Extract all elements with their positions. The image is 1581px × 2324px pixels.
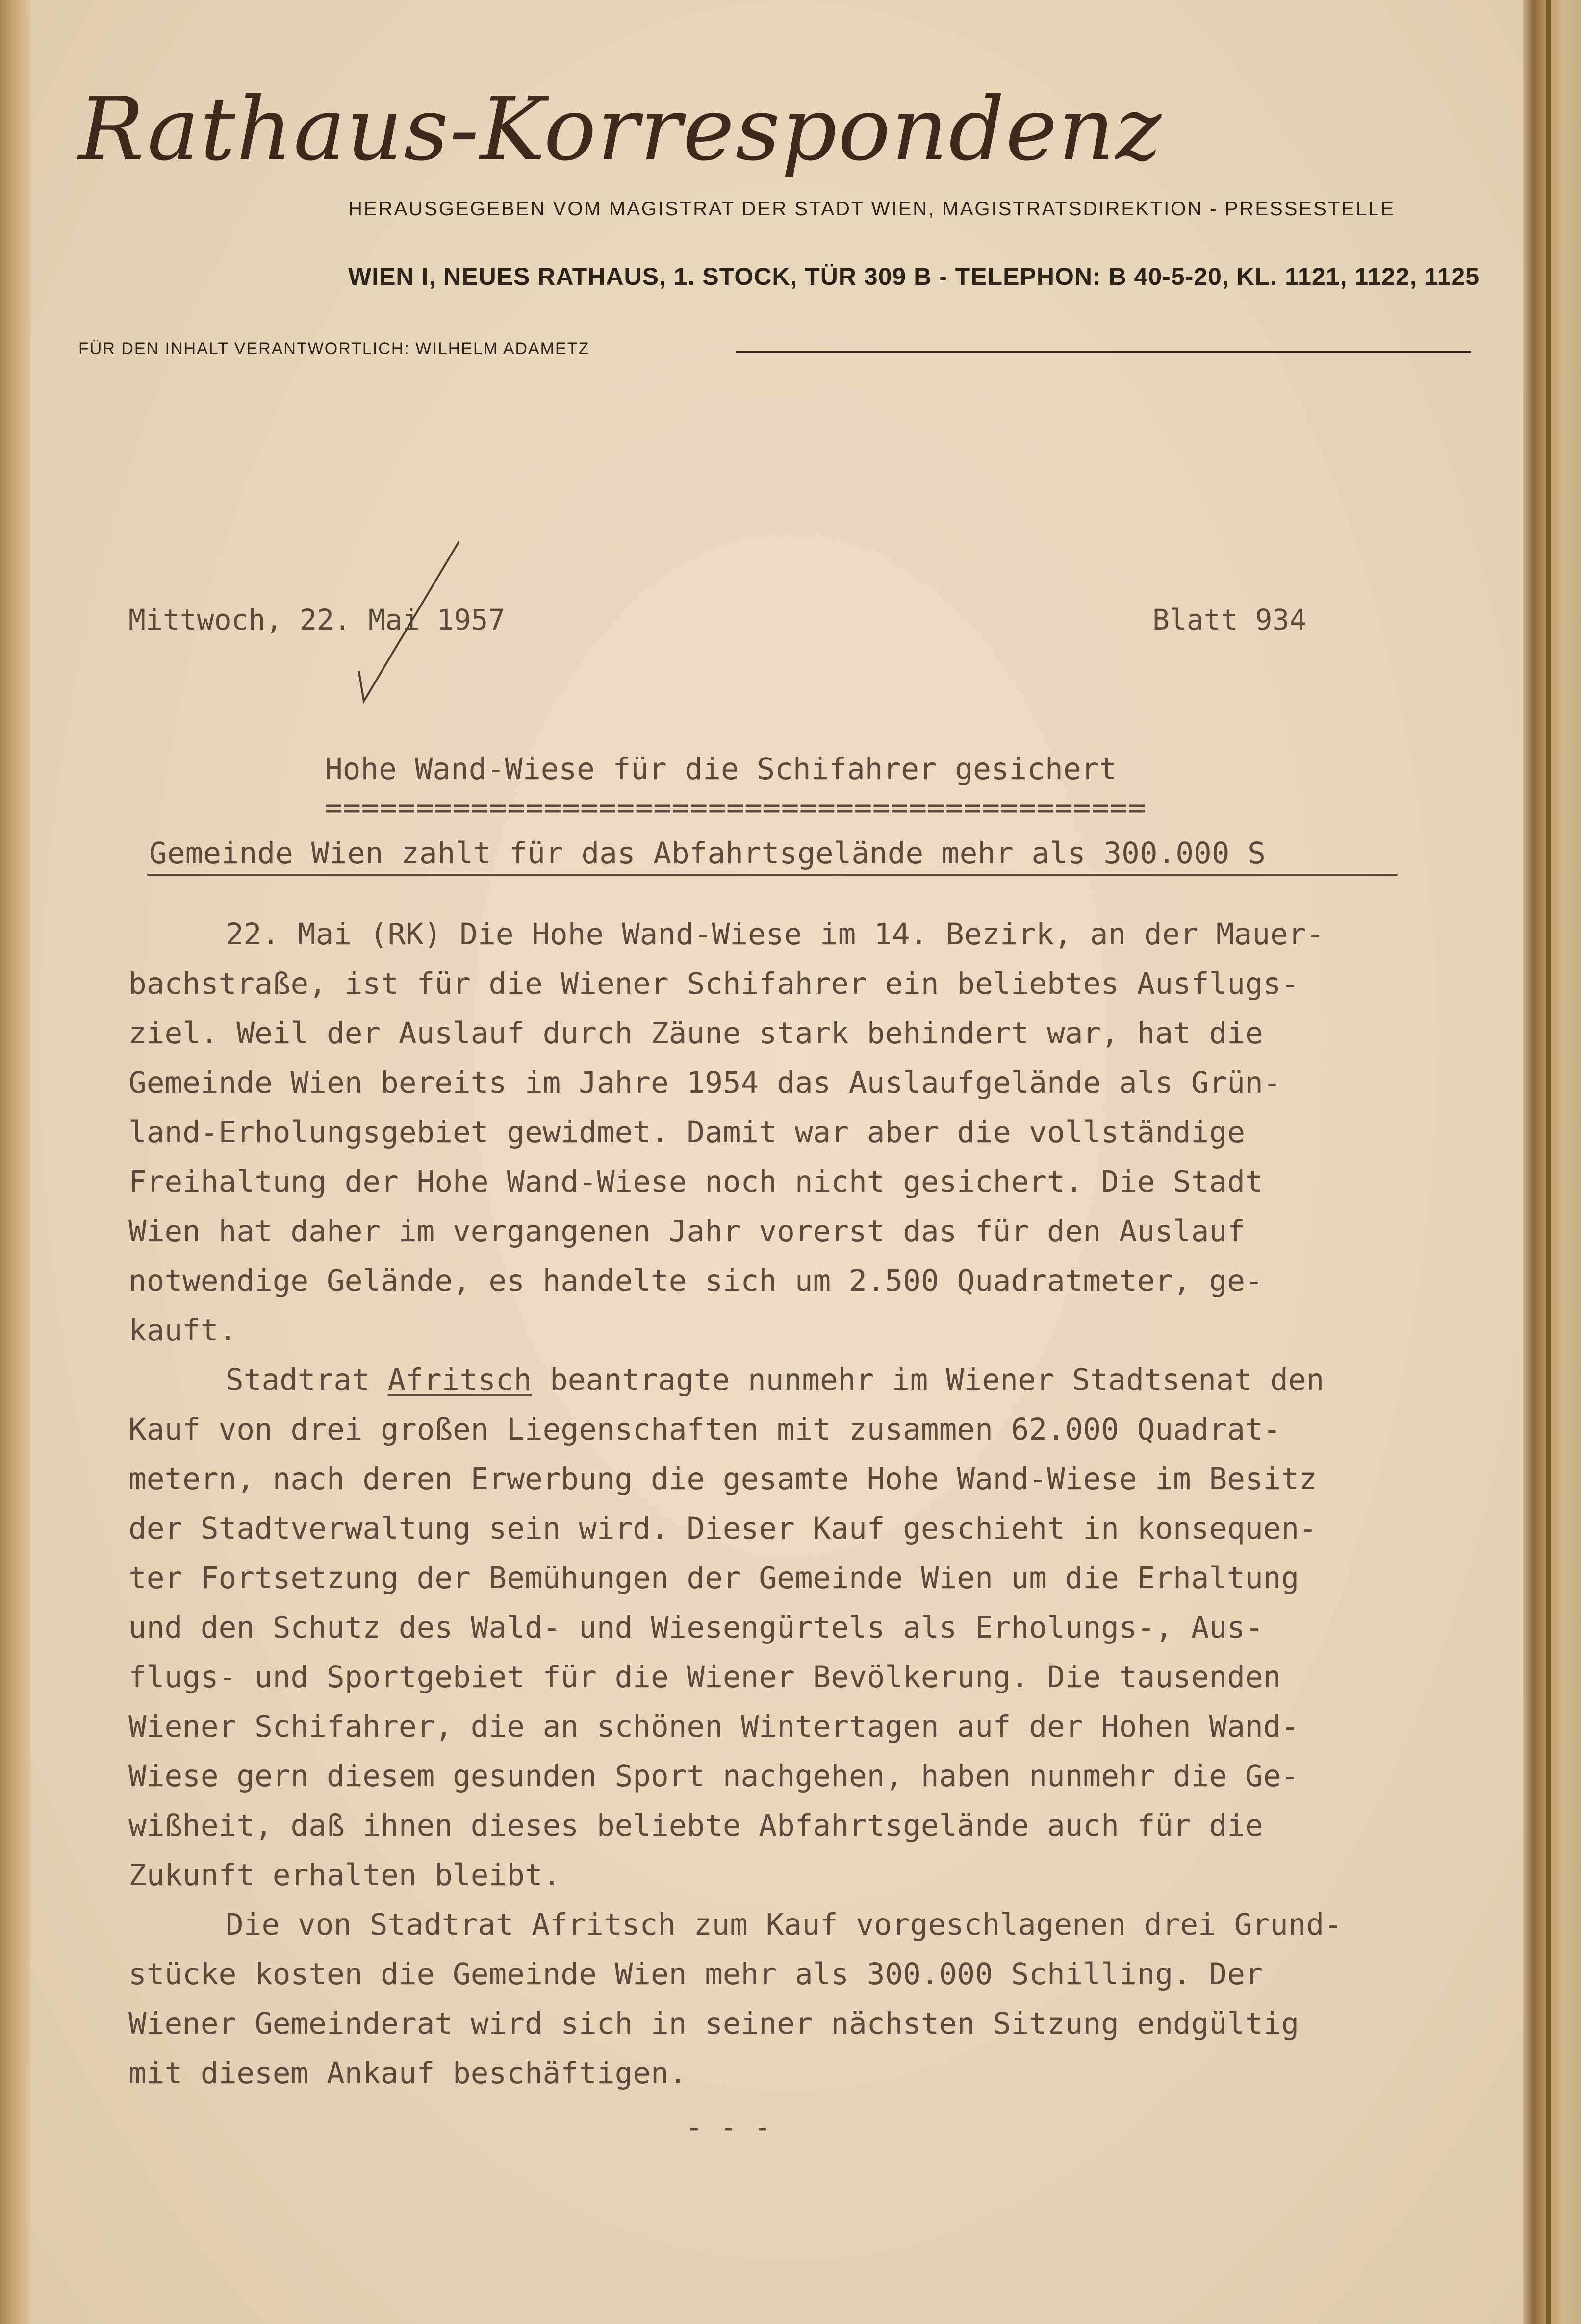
body-line: Kauf von drei großen Liegenschaften mit zusammen 62.000 Quadrat- [128, 1412, 1281, 1447]
underlined-name: Afritsch [387, 1363, 532, 1397]
address-line: WIEN I, NEUES RATHAUS, 1. STOCK, TÜR 309 B - TELEPHON: B 40-5-20, KL. 1121, 1122, 1125 [348, 263, 1480, 290]
body-text: beantragte nunmehr im Wiener Stadtsenat den [532, 1363, 1325, 1397]
body-line: Wiener Gemeinderat wird sich in seiner nächsten Sitzung endgültig [128, 2006, 1300, 2041]
body-line: 22. Mai (RK) Die Hohe Wand-Wiese im 14. Bezirk, an der Mauer- [226, 917, 1325, 952]
article-headline: Hohe Wand-Wiese für die Schifahrer gesichert [325, 752, 1117, 786]
headline-double-rule: ============================================= [325, 790, 1147, 825]
body-line: bachstraße, ist für die Wiener Schifahrer ein beliebtes Ausflugs- [128, 966, 1300, 1001]
responsible-editor-line: FÜR DEN INHALT VERANTWORTLICH: WILHELM ADAMETZ [78, 339, 590, 358]
handwritten-check-mark [353, 539, 466, 706]
body-line [226, 1355, 1324, 1405]
binding-edge-left [0, 0, 30, 2324]
subheadline-underline [147, 874, 1398, 876]
body-line: wißheit, daß ihnen dieses beliebte Abfahrtsgelände auch für die [128, 1808, 1263, 1843]
end-of-article-mark: - - - [686, 2111, 771, 2144]
sheet-number: Blatt 934 [1152, 603, 1307, 636]
body-line: kauft. [128, 1313, 237, 1348]
binding-edge-right [1523, 0, 1581, 2324]
article-subheadline: Gemeinde Wien zahlt für das Abfahrtsgelände mehr als 300.000 S [149, 836, 1266, 871]
body-text: Stadtrat [226, 1363, 388, 1397]
date-line: Mittwoch, 22. Mai 1957 [128, 603, 506, 636]
body-line: Gemeinde Wien bereits im Jahre 1954 das Auslaufgelände als Grün- [128, 1065, 1281, 1100]
body-line: land-Erholungsgebiet gewidmet. Damit war aber die vollständige [128, 1115, 1245, 1150]
masthead-title: Rathaus-Korrespondenz [78, 78, 1163, 180]
body-line: notwendige Gelände, es handelte sich um 2.500 Quadratmeter, ge- [128, 1263, 1263, 1298]
body-line: Freihaltung der Hohe Wand-Wiese noch nicht gesichert. Die Stadt [128, 1164, 1263, 1199]
publisher-line: HERAUSGEGEBEN VOM MAGISTRAT DER STADT WIEN, MAGISTRATSDIREKTION - PRESSESTELLE [348, 198, 1396, 220]
body-line: ziel. Weil der Auslauf durch Zäune stark behindert war, hat die [128, 1016, 1263, 1051]
responsible-rule [736, 351, 1471, 353]
body-line: ter Fortsetzung der Bemühungen der Gemeinde Wien um die Erhaltung [128, 1561, 1300, 1595]
body-line: mit diesem Ankauf beschäftigen. [128, 2056, 687, 2091]
body-line: metern, nach deren Erwerbung die gesamte Hohe Wand-Wiese im Besitz [128, 1462, 1317, 1496]
body-line: Wien hat daher im vergangenen Jahr vorerst das für den Auslauf [128, 1214, 1245, 1249]
body-line: Zukunft erhalten bleibt. [128, 1858, 561, 1893]
body-line: und den Schutz des Wald- und Wiesengürtels als Erholungs-, Aus- [128, 1610, 1263, 1645]
body-line: flugs- und Sportgebiet für die Wiener Bevölkerung. Die tausenden [128, 1660, 1281, 1694]
body-line: Wiese gern diesem gesunden Sport nachgehen, haben nunmehr die Ge- [128, 1759, 1300, 1794]
body-line: Die von Stadtrat Afritsch zum Kauf vorgeschlagenen drei Grund- [226, 1907, 1342, 1942]
body-line: stücke kosten die Gemeinde Wien mehr als 300.000 Schilling. Der [128, 1957, 1263, 1992]
body-line: der Stadtverwaltung sein wird. Dieser Kauf geschieht in konsequen- [128, 1511, 1317, 1546]
binding-crease [1546, 0, 1551, 2324]
body-line: Wiener Schifahrer, die an schönen Wintertagen auf der Hohen Wand- [128, 1709, 1300, 1744]
